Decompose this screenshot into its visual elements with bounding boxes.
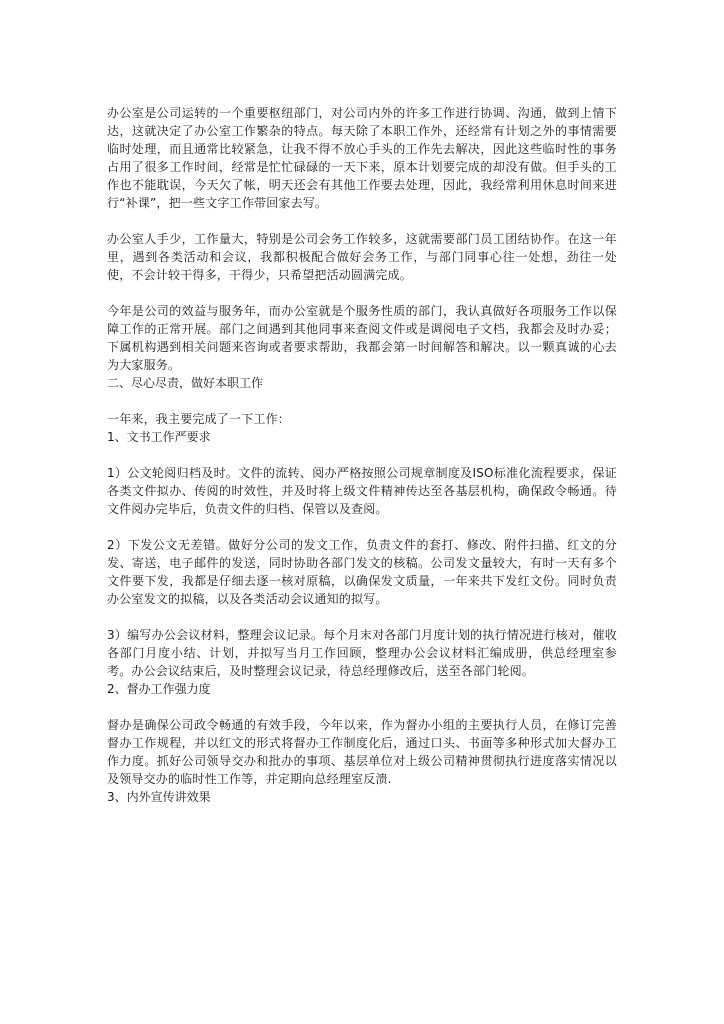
subheading-publicity: 3、内外宣传讲效果 bbox=[107, 790, 211, 804]
document-page bbox=[107, 104, 617, 806]
paragraph-office-role: 办公室是公司运转的一个重要枢纽部门，对公司内外的许多工作进行协调、沟通，做到上情下达，这就决定了办公室工作繁杂的特点。每天除了本职工作外，还经常有计划之外的事情需要临时处理，而且通常比较紧急，让我不得不放心手头的工作先去解决，因此这些临时性的事务占用了很多工作时间，经常是忙忙碌碌的一天下来，原本计划要完成的却没有做。但手头的工作也不能耽误，今天欠了帐，明天还会有其他工作要去处理，因此，我经常利用休息时间来进行“补课”，把一些文字工作带回家去写。 bbox=[107, 106, 617, 210]
paragraph-doc-archive: 1）公文轮阅归档及时。文件的流转、阅办严格按照公司规章制度及ISO标准化流程要求，保证各类文件拟办、传阅的时效性，并及时将上级文件精神传达至各基层机构，确保政令畅通。待文件阅办完毕后，负责文件的归档、保管以及查阅。 bbox=[107, 466, 617, 516]
paragraph-supervision: 督办是确保公司政令畅通的有效手段，今年以来，作为督办小组的主要执行人员，在修订完善督办工作规程，并以红文的形式将督办工作制度化后，通过口头、书面等多种形式加大督办工作力度。抓好公司领导交办和批办的事项、基层单位对上级公司精神贯彻执行进度落实情况以及领导交办的临时性工作等，并定期向总经理室反溃. bbox=[107, 718, 617, 786]
section-heading-duties: 二、尽心尽责，做好本职工作 bbox=[107, 376, 264, 390]
paragraph-meeting-materials: 3）编写办公会议材料，整理会议记录。每个月末对各部门月度计划的执行情况进行核对，催收各部门月度小结、计划，并拟写当月工作回顾，整理办公会议材料汇编成册，供总经理室参考。办公会议结束后，及时整理会议记录，待总经理修改后，送至各部门轮阅。 bbox=[107, 628, 617, 678]
paragraph-service: 今年是公司的效益与服务年，而办公室就是个服务性质的部门，我认真做好各项服务工作以保障工作的正常开展。部门之间遇到其他同事来查阅文件或是调阅电子文档，我都会及时办妥；下属机构遇到相关问题来咨询或者要求帮助，我都会第一时间解答和解决。以一颗真诚的心去为大家服务。 bbox=[107, 304, 617, 372]
subheading-supervision: 2、督办工作强力度 bbox=[107, 682, 211, 696]
paragraph-teamwork: 办公室人手少，工作量大，特别是公司会务工作较多，这就需要部门员工团结协作。在这一年里，遇到各类活动和会议，我都积极配合做好会务工作，与部门同事心往一处想，劲往一处使，不会计较干得多，干得少，只希望把活动圆满完成。 bbox=[107, 232, 617, 282]
subheading-documents: 1、文书工作严要求 bbox=[107, 430, 211, 444]
paragraph-doc-issue: 2）下发公文无差错。做好分公司的发文工作，负责文件的套打、修改、附件扫描、红文的分发、寄送，电子邮件的发送，同时协助各部门发文的核稿。公司发文量较大，有时一天有多个文件要下发，我都是仔细去逐一核对原稿，以确保发文质量，一年来共下发红文份。同时负责办公室发文的拟稿，以及各类活动会议通知的拟写。 bbox=[107, 538, 617, 606]
paragraph-summary-intro: 一年来，我主要完成了一下工作： bbox=[107, 412, 291, 426]
